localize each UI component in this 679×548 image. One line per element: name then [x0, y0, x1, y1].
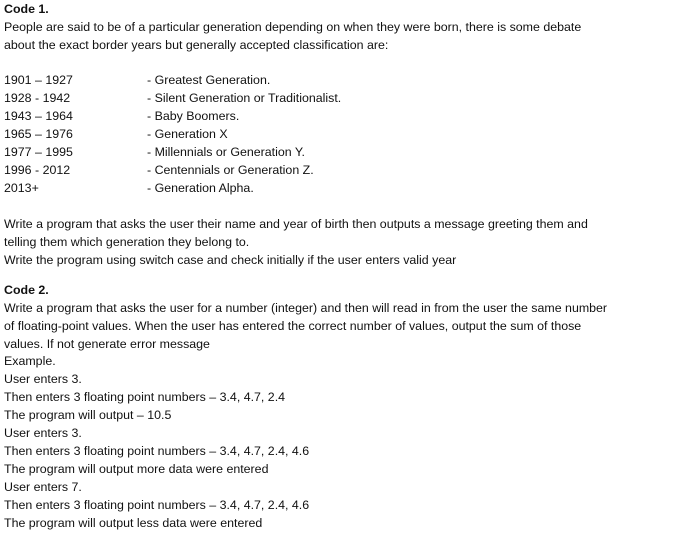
- generation-name: - Generation X: [147, 127, 228, 141]
- code1-task-line: Write a program that asks the user their name and year of birth then outputs a message greeting them and: [4, 217, 588, 231]
- code1-task-line: Write the program using switch case and check initially if the user enters valid year: [4, 253, 457, 267]
- generation-row: [4, 144, 404, 161]
- code2-line: Then enters 3 floating point numbers – 3.4, 4.7, 2.4, 4.6: [4, 444, 310, 458]
- code2-line: of floating-point values. When the user has entered the correct number of values, output the sum of those: [4, 319, 582, 333]
- code2-line: Then enters 3 floating point numbers – 3.4, 4.7, 2.4, 4.6: [4, 498, 310, 512]
- generation-range: 1943 – 1964: [4, 109, 73, 123]
- generation-range: 1928 - 1942: [4, 91, 71, 105]
- generation-name: - Generation Alpha.: [147, 181, 254, 195]
- code1-heading: Code 1.: [4, 2, 49, 16]
- generation-row: [4, 90, 404, 107]
- code2-line: Write a program that asks the user for a number (integer) and then will read in from the user the same number: [4, 301, 608, 315]
- generation-name: - Greatest Generation.: [147, 73, 271, 87]
- code2-line: The program will output less data were entered: [4, 516, 263, 530]
- generation-row: [4, 180, 404, 197]
- code2-line: User enters 3.: [4, 372, 82, 386]
- code2-line: values. If not generate error message: [4, 337, 210, 351]
- generation-row: [4, 108, 404, 125]
- code1-intro-line: People are said to be of a particular generation depending on when they were born, there is some debate: [4, 20, 582, 34]
- generation-range: 1996 - 2012: [4, 163, 71, 177]
- code2-heading: Code 2.: [4, 283, 49, 297]
- generation-row: [4, 162, 404, 179]
- generation-range: 2013+: [4, 181, 39, 195]
- code2-line: User enters 3.: [4, 426, 82, 440]
- code2-line: The program will output – 10.5: [4, 408, 172, 422]
- code2-line: The program will output more data were entered: [4, 462, 269, 476]
- generation-name: - Centennials or Generation Z.: [147, 163, 314, 177]
- generation-name: - Baby Boomers.: [147, 109, 240, 123]
- generation-range: 1901 – 1927: [4, 73, 73, 87]
- code1-task-line: telling them which generation they belong to.: [4, 235, 250, 249]
- generation-row: [4, 126, 404, 143]
- generation-range: 1965 – 1976: [4, 127, 73, 141]
- generation-row: [4, 72, 404, 89]
- code2-line: Then enters 3 floating point numbers – 3.4, 4.7, 2.4: [4, 390, 286, 404]
- code2-line: Example.: [4, 354, 56, 368]
- generation-name: - Millennials or Generation Y.: [147, 145, 305, 159]
- code1-intro-line: about the exact border years but generally accepted classification are:: [4, 38, 389, 52]
- generation-name: - Silent Generation or Traditionalist.: [147, 91, 342, 105]
- generation-range: 1977 – 1995: [4, 145, 73, 159]
- code2-line: User enters 7.: [4, 480, 82, 494]
